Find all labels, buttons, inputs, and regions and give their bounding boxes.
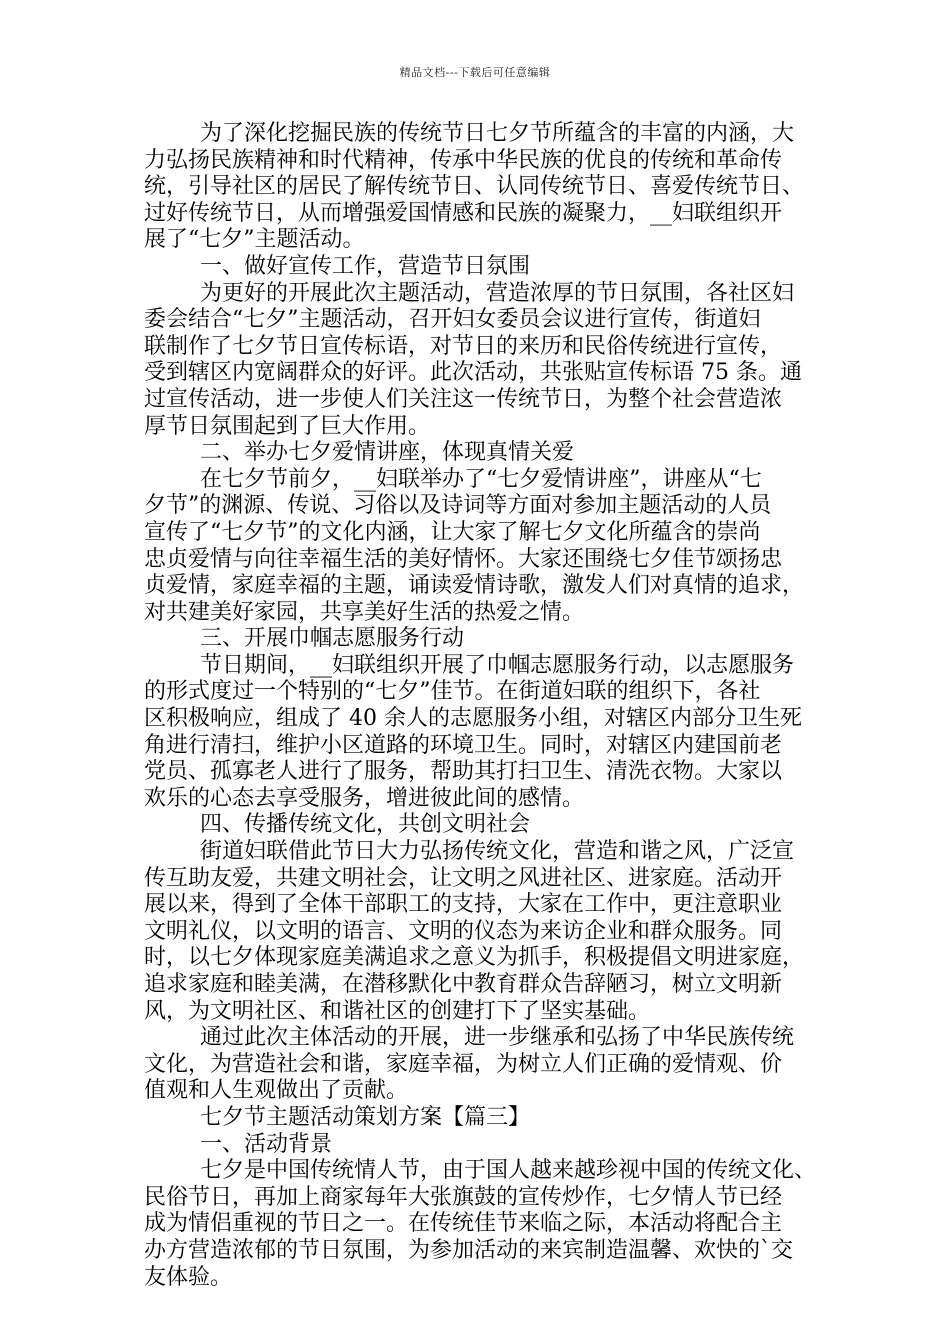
text-line: 展了“七夕”主题活动。 (144, 227, 365, 253)
text-line: 力弘扬民族精神和时代精神，传承中华民族的优良的传统和革命传 (144, 147, 783, 173)
text-line: 四、传播传统文化，共创文明社会 (200, 812, 531, 838)
text-line: 办方营造浓郁的节日氛围，为参加活动的来宾制造温馨、欢快的`交 (144, 1237, 794, 1263)
text-line: 风，为文明社区、和谐社区的创建打下了坚实基础。 (144, 998, 651, 1024)
text-line: 时，以七夕体现家庭美满追求之意义为抓手，积极提倡文明进家庭， (144, 945, 805, 971)
text-line: 为更好的开展此次主题活动，营造浓厚的节日氛围，各社区妇 (200, 280, 795, 306)
text-line: 二、举办七夕爱情讲座，体现真情关爱 (200, 440, 575, 466)
text-line: 文明礼仪，以文明的语言、文明的仪态为来访企业和群众服务。同 (144, 918, 783, 944)
text-line: 展以来，得到了全体干部职工的支持，大家在工作中，更注意职业 (144, 892, 783, 918)
text-line: 文化，为营造社会和谐，家庭幸福，为树立人们正确的爱情观、价 (144, 1051, 783, 1077)
text-line: 一、活动背景 (200, 1131, 333, 1157)
text-line: 七夕是中国传统情人节，由于国人越来越珍视中国的传统文化、 (200, 1158, 817, 1184)
text-line: 为了深化挖掘民族的传统节日七夕节所蕴含的丰富的内涵，大 (200, 121, 795, 146)
text-line: 夕节”的渊源、传说、习俗以及诗词等方面对参加主题活动的人员 (144, 493, 772, 519)
text-line: 友体验。 (144, 1264, 233, 1290)
text-line: 节日期间，__妇联组织开展了巾帼志愿服务行动，以志愿服务 (200, 652, 795, 678)
page-header: 精品文档---下载后可任意编辑 (399, 66, 551, 79)
text-line: 对共建美好家园，共享美好生活的热爱之情。 (144, 599, 585, 625)
text-line: 追求家庭和睦美满，在潜移默化中教育群众告辞陋习，树立文明新 (144, 972, 783, 997)
text-line: 值观和人生观做出了贡献。 (144, 1078, 409, 1104)
text-line: 传互助友爱，共建文明社会，让文明之风进社区、进家庭。活动开 (144, 865, 783, 891)
text-line: 贞爱情，家庭幸福的主题，诵读爱情诗歌，激发人们对真情的追求， (144, 573, 805, 599)
document-body (144, 121, 820, 1291)
text-line: 厚节日氛围起到了巨大作用。 (144, 413, 431, 439)
text-line: 街道妇联借此节日大力弘扬传统文化，营造和谐之风，广泛宣 (200, 839, 795, 865)
text-line: 委会结合“七夕”主题活动，召开妇女委员会议进行宣传，街道妇 (144, 307, 761, 333)
text-line: 在七夕节前夕，__妇联举办了“七夕爱情讲座”，讲座从“七 (200, 466, 762, 492)
text-line: 忠贞爱情与向往幸福生活的美好情怀。大家还围绕七夕佳节颂扬忠 (144, 546, 783, 572)
text-line: 民俗节日，再加上商家每年大张旗鼓的宣传炒作，七夕情人节已经 (144, 1184, 783, 1210)
text-line: 宣传了“七夕节”的文化内涵，让大家了解七夕文化所蕴含的崇尚 (144, 519, 761, 545)
text-line: 过宣传活动，进一步使人们关注这一传统节日，为整个社会营造浓 (144, 386, 783, 412)
text-line: 区积极响应，组成了 40 余人的志愿服务小组，对辖区内部分卫生死 (144, 706, 802, 732)
text-line: 统，引导社区的居民了解传统节日、认同传统节日、喜爱传统节日、 (144, 174, 805, 200)
text-line: 党员、孤寡老人进行了服务，帮助其打扫卫生、清洗衣物。大家以 (144, 759, 783, 785)
text-line: 的形式度过一个特别的“七夕”佳节。在街道妇联的组织下，各社 (144, 679, 761, 705)
text-line: 一、做好宣传工作，营造节日氛围 (200, 253, 531, 279)
text-line: 受到辖区内宽阔群众的好评。此次活动，共张贴宣传标语 75 条。通 (144, 360, 802, 386)
text-line: 三、开展巾帼志愿服务行动 (200, 626, 465, 652)
text-line: 欢乐的心态去享受服务，增进彼此间的感情。 (144, 785, 585, 811)
text-line: 成为情侣重视的节日之一。在传统佳节来临之际，本活动将配合主 (144, 1211, 783, 1237)
text-line: 通过此次主体活动的开展，进一步继承和弘扬了中华民族传统 (200, 1025, 795, 1051)
text-line: 角进行清扫，维护小区道路的环境卫生。同时，对辖区内建国前老 (144, 732, 783, 758)
text-line: 七夕节主题活动策划方案【篇三】 (200, 1104, 531, 1130)
text-line: 联制作了七夕节日宣传标语，对节日的来历和民俗传统进行宣传， (144, 333, 783, 359)
text-line: 过好传统节日，从而增强爱国情感和民族的凝聚力，__妇联组织开 (144, 200, 783, 226)
